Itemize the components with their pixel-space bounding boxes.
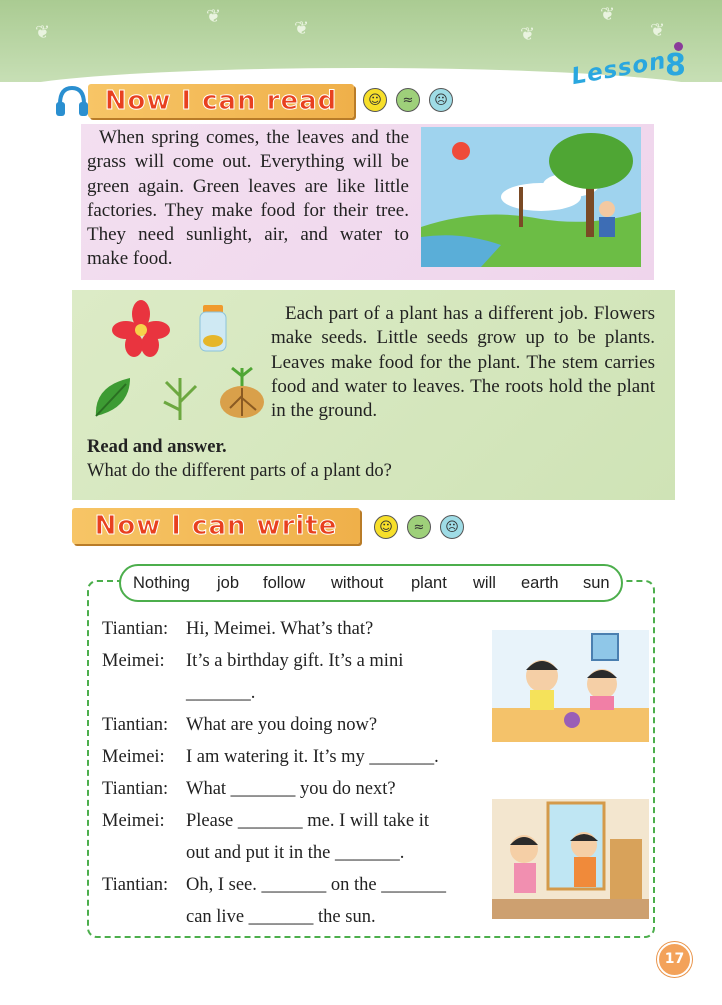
speaker-label: Meimei: — [102, 747, 165, 767]
read-section-banner — [88, 84, 354, 118]
word-bank-item: earth — [521, 574, 559, 592]
write-section-title: Now I can write — [94, 511, 338, 541]
write-section-banner — [72, 508, 360, 544]
word-bank-item: without — [331, 574, 384, 592]
read-section-title: Now I can read — [104, 86, 338, 116]
dialogue-blank-line[interactable]: out and put it in the _______. — [186, 843, 405, 863]
dialogue-blank-line[interactable]: _______. — [186, 683, 256, 703]
dialogue-line: Hi, Meimei. What’s that? — [186, 619, 374, 639]
headphones-icon — [54, 82, 88, 122]
speaker-label: Tiantian: — [102, 619, 169, 639]
girls-with-plant-illustration — [492, 630, 649, 742]
word-bank — [119, 564, 623, 602]
dialogue-line: It’s a birthday gift. It’s a mini — [186, 651, 404, 671]
dialogue-blank-line[interactable]: What _______ you do next? — [186, 779, 396, 799]
lesson-word: Lesson — [569, 47, 669, 91]
dialogue-blank-line[interactable]: Oh, I see. _______ on the _______ — [186, 875, 446, 895]
speaker-label: Meimei: — [102, 651, 165, 671]
leaf-icon: ❦ — [294, 18, 310, 39]
flower-icon — [112, 300, 170, 358]
speaker-label: Tiantian: — [102, 875, 169, 895]
speaker-label: Tiantian: — [102, 715, 169, 735]
happy-face-icon[interactable]: ☺ — [374, 515, 398, 539]
leaf-icon: ❦ — [206, 6, 222, 27]
dialogue-blank-line[interactable]: Please _______ me. I will take it — [186, 811, 430, 831]
lesson-number: 8 — [665, 48, 686, 83]
ok-face-icon[interactable]: ≈ — [396, 88, 420, 112]
word-bank-item: job — [217, 574, 240, 592]
reading-paragraph: When spring comes, the leaves and the grass will come out. Everything will be green again. Green leaves are like little factories. They make food for their tree. They need sunlight, air, and water to make food. — [87, 127, 409, 270]
dialogue-line: What are you doing now? — [186, 715, 378, 735]
happy-face-icon[interactable]: ☺ — [363, 88, 387, 112]
leaf-icon: ❦ — [650, 20, 666, 41]
spring-tree-illustration — [421, 127, 641, 267]
sad-face-icon[interactable]: ☹ — [429, 88, 453, 112]
leaf-icon — [90, 372, 138, 420]
word-bank-item: sun — [583, 574, 610, 592]
lesson-label — [569, 47, 691, 92]
leaf-icon: ❦ — [520, 24, 536, 45]
word-bank-item: Nothing — [133, 574, 190, 592]
dialogue-blank-line[interactable]: I am watering it. It’s my _______. — [186, 747, 439, 767]
plant-paragraph: Each part of a plant has a different job. Flowers make seeds. Little seeds grow up to be plants. Leaves make food for the plant. The stem carries food and water to leaves. The roots hold the plant in the ground. — [271, 303, 655, 422]
sad-face-icon[interactable]: ☹ — [440, 515, 464, 539]
word-bank-item: will — [473, 574, 496, 592]
read-answer-title: Read and answer. — [87, 437, 227, 457]
read-answer-question: What do the different parts of a plant do? — [87, 461, 392, 481]
word-bank-item: follow — [263, 574, 306, 592]
roots-icon — [218, 366, 266, 420]
page-number: 17 — [657, 942, 692, 977]
leaf-icon: ❦ — [600, 4, 616, 25]
ok-face-icon[interactable]: ≈ — [407, 515, 431, 539]
leaf-icon: ❦ — [35, 22, 51, 43]
stem-icon — [158, 372, 202, 422]
seed-jar-icon — [197, 303, 229, 353]
speaker-label: Tiantian: — [102, 779, 169, 799]
speaker-label: Meimei: — [102, 811, 165, 831]
word-bank-item: plant — [411, 574, 447, 592]
girls-at-window-illustration — [492, 799, 649, 919]
dialogue-blank-line[interactable]: can live _______ the sun. — [186, 907, 376, 927]
